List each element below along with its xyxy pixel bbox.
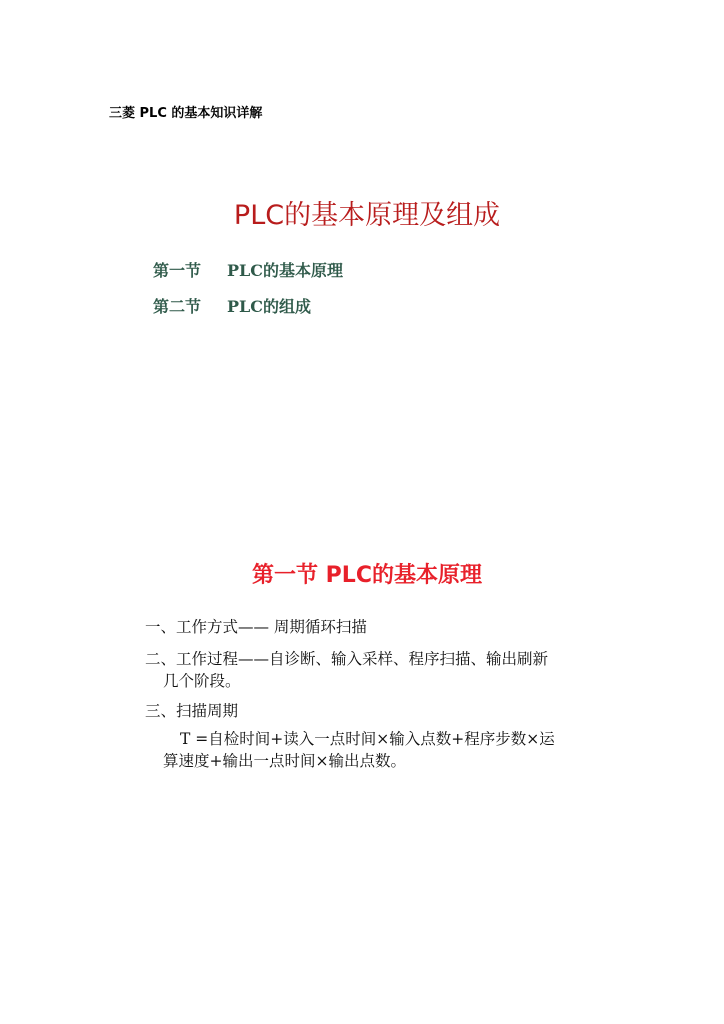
toc-item-number: 第二节 xyxy=(153,297,202,316)
scan-cycle-formula-continuation: 算速度+输出一点时间×输出点数。 xyxy=(163,752,406,770)
working-mode-line: 一、工作方式—— 周期循环扫描 xyxy=(145,618,367,636)
toc-item-1 xyxy=(153,260,343,282)
slide-1-title: PLC的基本原理及组成 xyxy=(233,200,501,231)
toc-item-label: PLC的基本原理 xyxy=(227,261,344,280)
toc-item-number: 第一节 xyxy=(153,261,202,280)
toc-item-label: PLC的组成 xyxy=(227,297,312,316)
document-title: 三菱 PLC 的基本知识详解 xyxy=(109,106,263,121)
working-process-line: 二、工作过程——自诊断、输入采样、程序扫描、输出刷新 xyxy=(145,650,549,668)
slide-2-title: 第一节 PLC的基本原理 xyxy=(252,563,482,588)
toc-item-2 xyxy=(153,296,311,318)
scan-cycle-formula: T =自检时间+读入一点时间×输入点数+程序步数×运 xyxy=(180,730,555,748)
working-process-continuation: 几个阶段。 xyxy=(163,672,241,690)
scan-cycle-heading: 三、扫描周期 xyxy=(145,702,239,720)
